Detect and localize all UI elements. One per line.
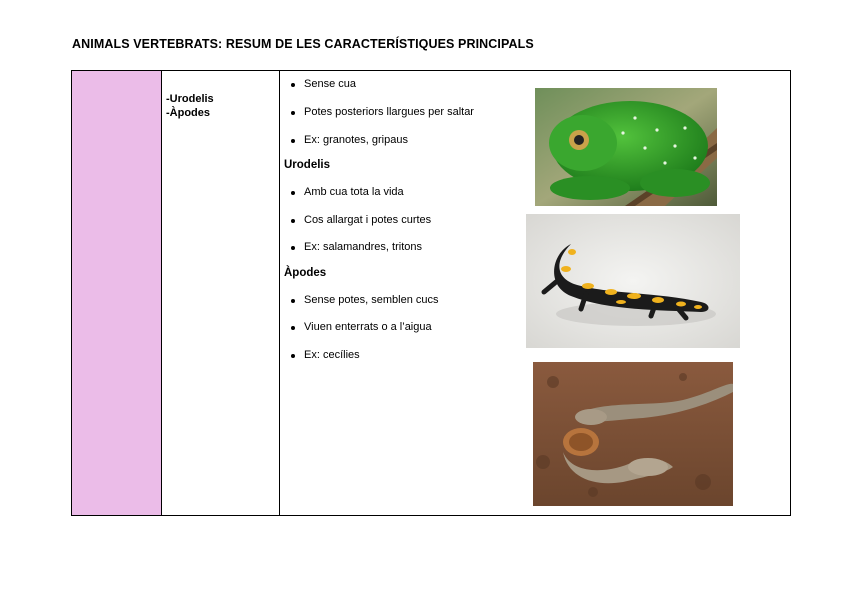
list-item: Sense potes, semblen cucs (304, 294, 439, 306)
color-column (72, 71, 162, 515)
groups-column (162, 71, 280, 515)
list-item: Ex: granotes, gripaus (304, 134, 408, 146)
list-item: Viuen enterrats o a l’aigua (304, 321, 432, 333)
list-item: Amb cua tota la vida (304, 186, 404, 198)
list-item: Cos allargat i potes curtes (304, 214, 432, 226)
list-item: Sense cua (304, 78, 356, 90)
frog-photo (535, 88, 717, 206)
group-list (166, 92, 214, 120)
caecilian-photo (533, 362, 733, 506)
list-item: Ex: cecílies (304, 349, 360, 361)
summary-table (71, 70, 791, 516)
document-title: ANIMALS VERTEBRATS: RESUM DE LES CARACTERÍSTIQUES PRINCIPALS (72, 37, 534, 51)
salamander-photo (526, 214, 740, 348)
description-column (280, 71, 790, 515)
apodes-heading: Àpodes (284, 267, 327, 279)
group-apodes: -Àpodes (166, 107, 210, 119)
urodelis-heading: Urodelis (284, 159, 331, 171)
group-urodelis: -Urodelis (166, 93, 214, 105)
list-item: Ex: salamandres, tritons (304, 241, 422, 253)
list-item: Potes posteriors llargues per saltar (304, 106, 474, 118)
